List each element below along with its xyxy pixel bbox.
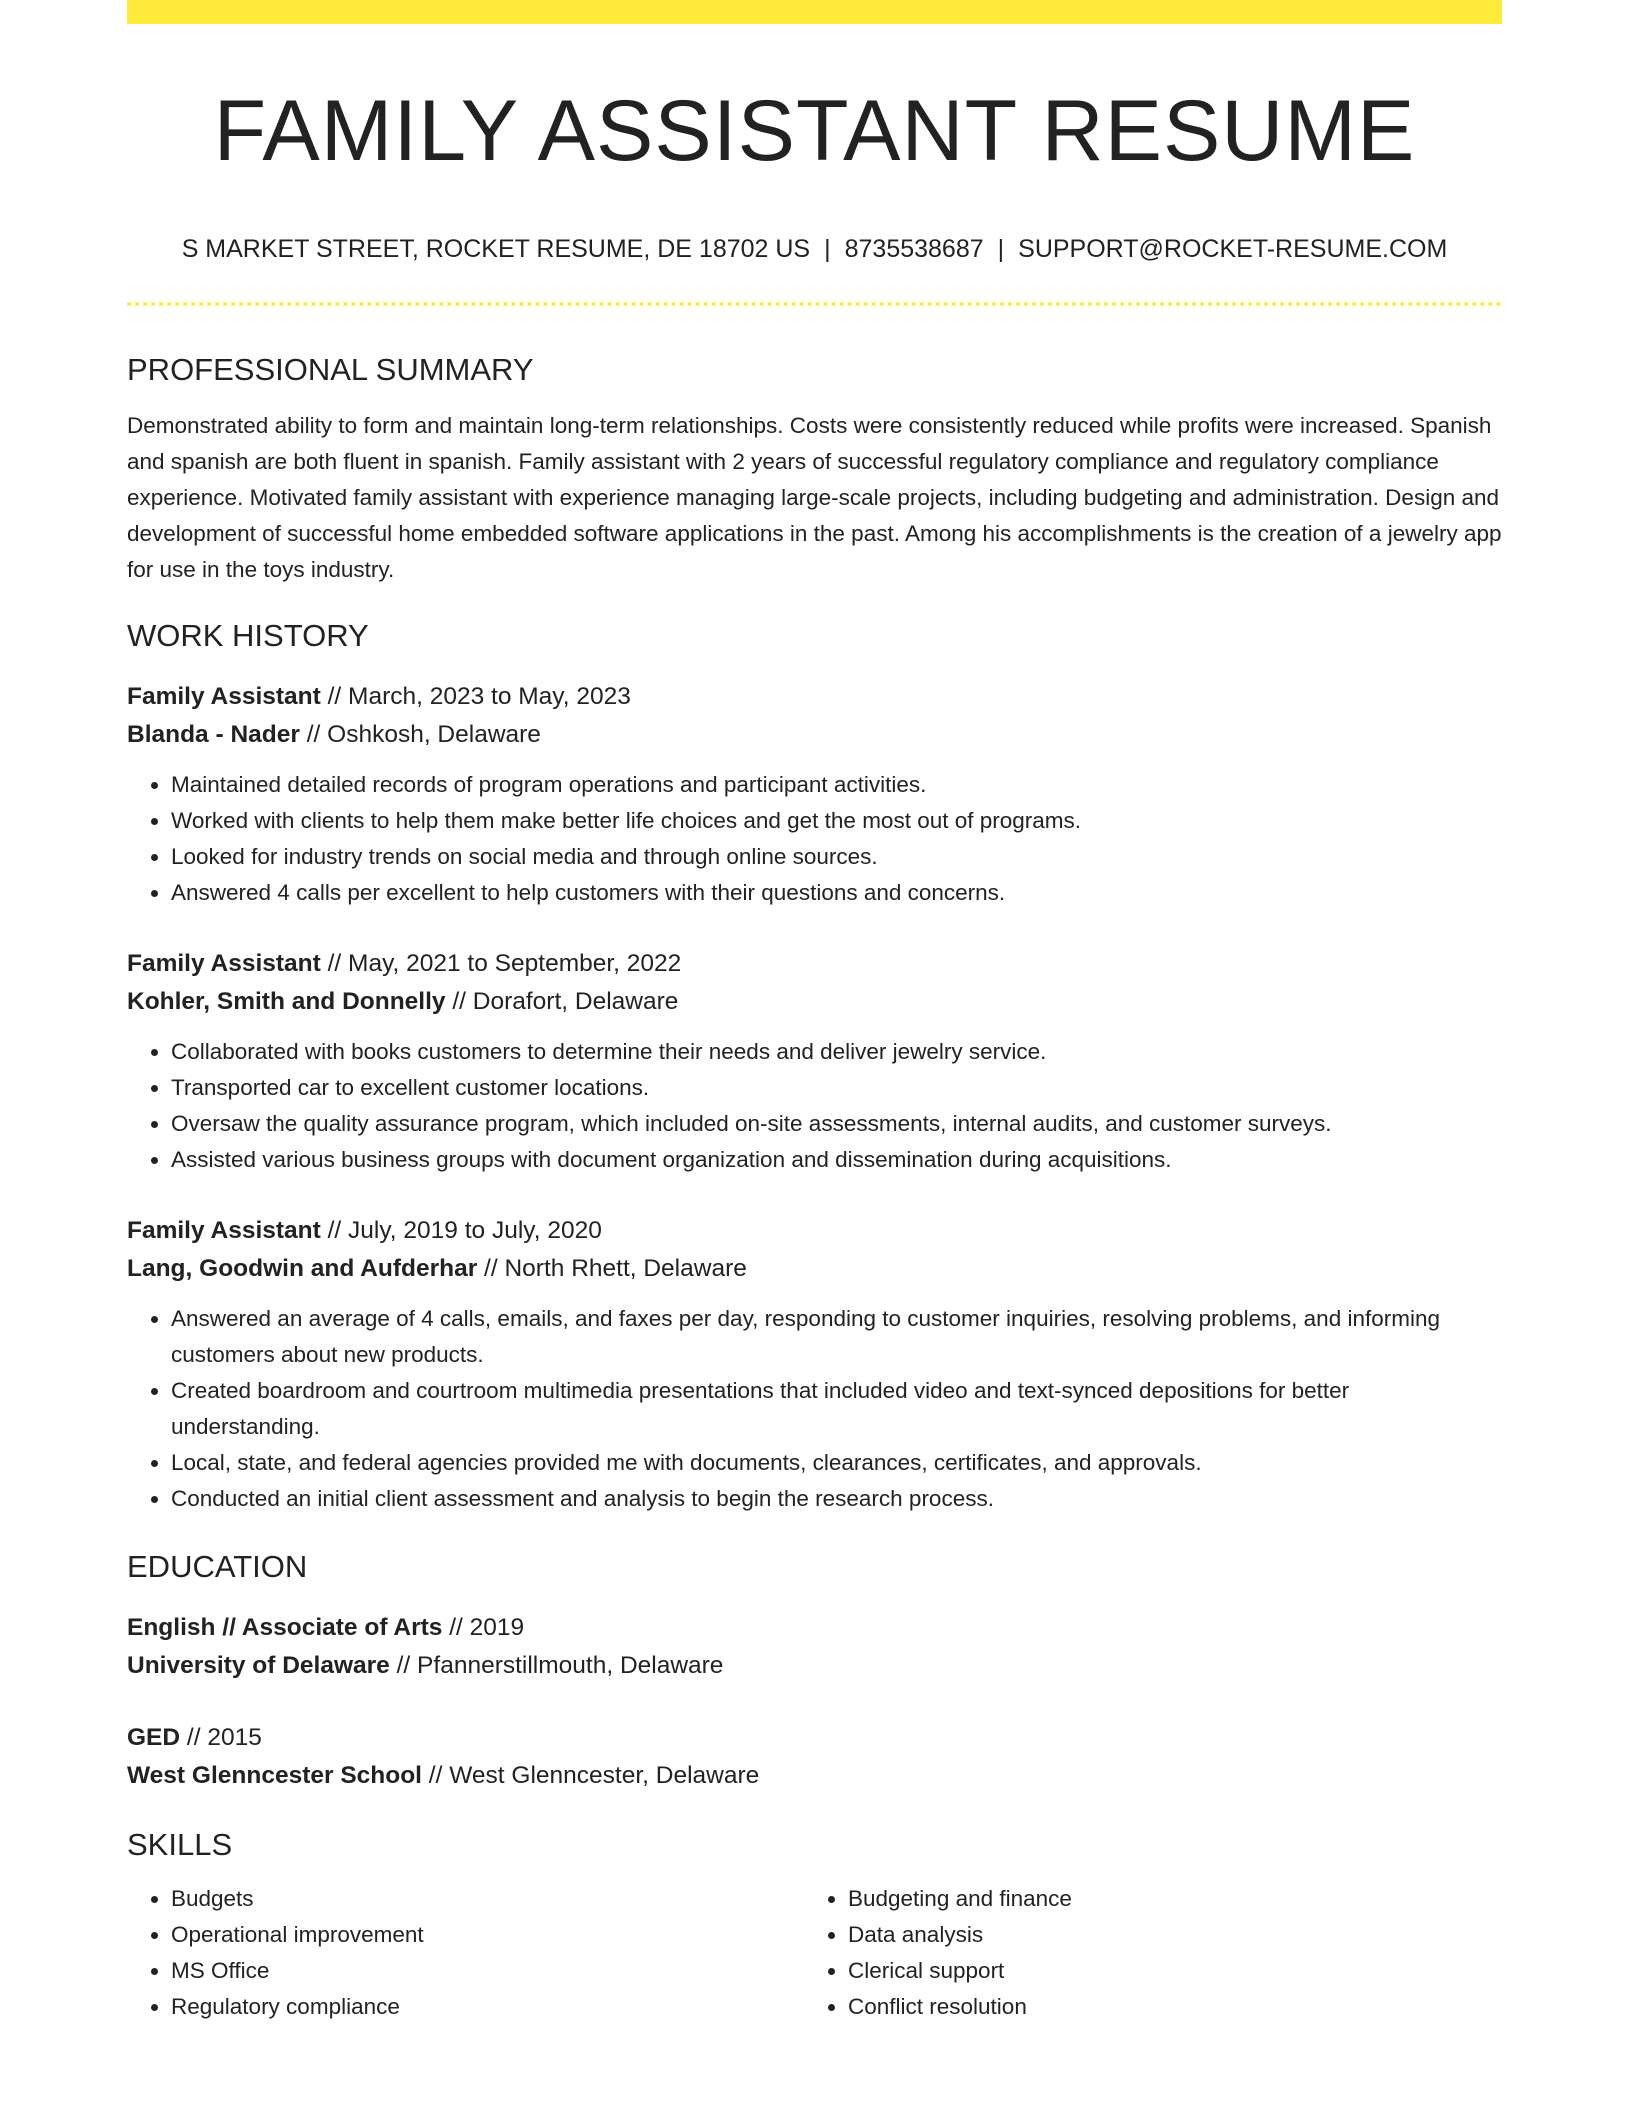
skill-item: • Budgeting and finance — [848, 1881, 1481, 1917]
list-item: • Answered 4 calls per excellent to help customers with their questions and concerns. — [171, 875, 1502, 911]
list-item: • Assisted various business groups with document organization and dissemination during acquisitions. — [171, 1142, 1502, 1178]
skill-item: • Data analysis — [848, 1917, 1481, 1953]
list-item: • Conducted an initial client assessment and analysis to begin the research process. — [171, 1481, 1502, 1517]
job-bullets — [127, 1034, 1502, 1178]
dotted-divider — [127, 302, 1502, 306]
job-bullets — [127, 1301, 1502, 1517]
degree: English // Associate of Arts — [127, 1614, 443, 1641]
skill-item: • Budgets — [171, 1881, 804, 1917]
school-name: West Glenncester School — [127, 1762, 422, 1789]
job-company: Lang, Goodwin and Aufderhar — [127, 1255, 478, 1282]
degree-line — [127, 1719, 1502, 1757]
job-company-line — [127, 983, 1502, 1021]
education-entry — [127, 1719, 1502, 1795]
job-bullets — [127, 767, 1502, 911]
skill-item: • MS Office — [171, 1953, 804, 1989]
summary-text: Demonstrated ability to form and maintain long-term relationships. Costs were consistently reduced while profits were increased. Spanish and spanish are both fluent in spanish. Family assistant with 2 years of successful regulatory compliance and regulatory compliance experience. Motivated family assistant with experience managing large-scale projects, including budgeting and administration. Design and development of successful home embedded software applications in the past. Among his accomplishments is the creation of a jewelry app for use in the toys industry. — [127, 413, 1502, 582]
job-dates: // May, 2021 to September, 2022 — [320, 950, 682, 977]
list-item: • Looked for industry trends on social media and through online sources. — [171, 839, 1502, 875]
skill-item: • Conflict resolution — [848, 1989, 1481, 2025]
job-location: // Dorafort, Delaware — [445, 988, 679, 1015]
contact-address: S MARKET STREET, ROCKET RESUME, DE 18702 US — [181, 235, 811, 263]
resume-title: FAMILY ASSISTANT RESUME — [213, 83, 1416, 179]
skills-grid — [127, 1881, 1502, 2025]
job-title-line — [127, 678, 1502, 716]
graduation-year: // 2015 — [180, 1724, 262, 1751]
job-dates: // March, 2023 to May, 2023 — [320, 683, 631, 710]
job-title-line — [127, 1212, 1502, 1250]
job-title: Family Assistant — [127, 683, 321, 710]
contact-phone: 8735538687 — [844, 235, 984, 263]
education-entry — [127, 1609, 1502, 1685]
school-location: // Pfannerstillmouth, Delaware — [389, 1652, 724, 1679]
school-line — [127, 1757, 1502, 1795]
work-history-heading: WORK HISTORY — [127, 618, 369, 653]
job-company-line — [127, 716, 1502, 754]
top-accent-bar — [127, 0, 1502, 24]
list-item: • Oversaw the quality assurance program, which included on-site assessments, internal audits, and customer surveys. — [171, 1106, 1502, 1142]
contact-email: SUPPORT@ROCKET-RESUME.COM — [1018, 235, 1448, 263]
job-company: Blanda - Nader — [127, 721, 300, 748]
list-item: • Collaborated with books customers to determine their needs and deliver jewelry service. — [171, 1034, 1502, 1070]
job-entry — [127, 945, 1502, 1178]
list-item: • Answered an average of 4 calls, emails, and faxes per day, responding to customer inquiries, resolving problems, and informing customers about new products. — [171, 1301, 1502, 1373]
list-item: • Transported car to excellent customer locations. — [171, 1070, 1502, 1106]
skills-column-right — [804, 1881, 1481, 2025]
resume-page — [127, 0, 1502, 2025]
job-company: Kohler, Smith and Donnelly — [127, 988, 446, 1015]
list-item: • Created boardroom and courtroom multimedia presentations that included video and text-synced depositions for better understanding. — [171, 1373, 1502, 1445]
job-title-line — [127, 945, 1502, 983]
list-item: • Local, state, and federal agencies provided me with documents, clearances, certificates, and approvals. — [171, 1445, 1502, 1481]
graduation-year: // 2019 — [442, 1614, 525, 1641]
contact-line — [127, 233, 1502, 265]
job-location: // Oshkosh, Delaware — [299, 721, 541, 748]
degree-line — [127, 1609, 1502, 1647]
job-entry — [127, 1212, 1502, 1517]
contact-separator: | — [824, 235, 831, 263]
job-dates: // July, 2019 to July, 2020 — [320, 1217, 602, 1244]
list-item: • Maintained detailed records of program operations and participant activities. — [171, 767, 1502, 803]
job-company-line — [127, 1250, 1502, 1288]
school-location: // West Glenncester, Delaware — [422, 1762, 760, 1789]
skill-item: • Operational improvement — [171, 1917, 804, 1953]
skill-item: • Clerical support — [848, 1953, 1481, 1989]
contact-separator: | — [997, 235, 1005, 263]
school-name: University of Delaware — [127, 1652, 390, 1679]
job-title: Family Assistant — [127, 1217, 321, 1244]
skills-column-left — [127, 1881, 804, 2025]
school-line — [127, 1647, 1502, 1685]
skill-item: • Regulatory compliance — [171, 1989, 804, 2025]
job-title: Family Assistant — [127, 950, 321, 977]
skills-heading: SKILLS — [127, 1827, 233, 1862]
list-item: • Worked with clients to help them make better life choices and get the most out of programs. — [171, 803, 1502, 839]
summary-heading: PROFESSIONAL SUMMARY — [127, 352, 534, 387]
degree: GED — [127, 1724, 181, 1751]
job-location: // North Rhett, Delaware — [477, 1255, 747, 1282]
education-heading: EDUCATION — [127, 1549, 308, 1584]
job-entry — [127, 678, 1502, 911]
